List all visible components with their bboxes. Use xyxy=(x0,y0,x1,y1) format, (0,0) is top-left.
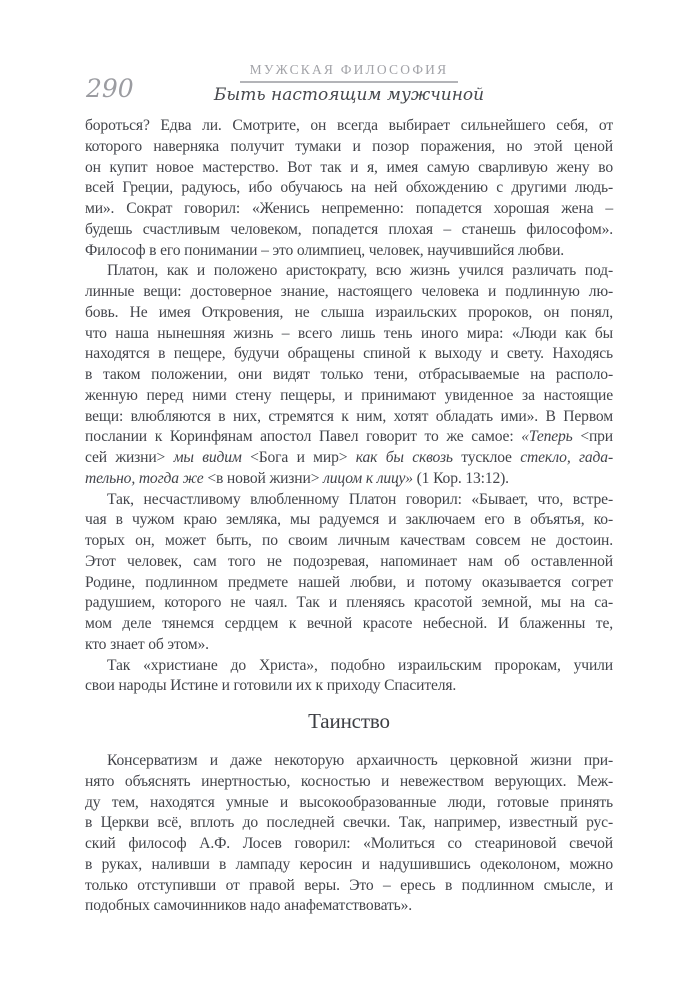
header-rule-divider xyxy=(240,81,458,83)
text-segment: Консерватизм и даже некоторую архаичность церковной жизни при- xyxy=(107,752,613,769)
text-segment: <Бога и мир> xyxy=(241,449,356,466)
paragraph xyxy=(85,751,613,917)
text-segment: вещи: влюбляются в них, стремятся к ним, хотят обладать ими». В Первом xyxy=(85,407,613,425)
text-line xyxy=(85,407,613,428)
text-segment: (1 Кор. 13:12). xyxy=(412,469,509,487)
italic-text-segment: как бы сквозь xyxy=(355,449,453,466)
text-line xyxy=(85,427,613,448)
page-body xyxy=(85,116,613,917)
text-line xyxy=(85,116,613,137)
text-line xyxy=(85,751,613,772)
text-line xyxy=(85,676,613,697)
text-segment: ми». Сократ говорил: «Женись непременно: попадется хорошая жена – xyxy=(85,200,613,217)
italic-text-segment: мы видим xyxy=(173,449,242,466)
text-line xyxy=(85,220,613,241)
text-line xyxy=(85,855,613,876)
text-line xyxy=(85,834,613,855)
book-subtitle: Быть настоящим мужчиной xyxy=(213,85,485,105)
text-segment: Родине, подлинном предмете нашей любви, и потому оказывается согрет xyxy=(85,573,613,591)
text-line xyxy=(85,793,613,814)
text-line xyxy=(85,896,613,917)
text-segment: всей Греции, радуюсь, ибо обучаюсь на ней обхождению с другими людь- xyxy=(85,179,613,197)
text-segment: женную перед ними стену пещеры, и принимают увиденное за настоящие xyxy=(85,386,613,404)
text-line xyxy=(85,448,613,469)
text-line xyxy=(85,573,613,594)
text-line xyxy=(85,158,613,179)
text-line xyxy=(85,178,613,199)
italic-text-segment: лицом к лицу» xyxy=(323,469,413,487)
text-line xyxy=(85,199,613,220)
text-line xyxy=(85,241,613,262)
text-line xyxy=(85,656,613,677)
text-segment: ду тем, находятся умные и высокообразованные люди, готовые принять xyxy=(85,793,613,811)
text-line xyxy=(85,614,613,635)
text-line xyxy=(85,324,613,345)
text-line xyxy=(85,552,613,573)
text-segment: Так, несчастливому влюбленному Платон говорил: «Бывает, что, встре- xyxy=(107,490,613,508)
text-segment: чая в чужом краю земляка, мы радуемся и заключаем его в объятья, ко- xyxy=(85,511,613,529)
text-line xyxy=(85,137,613,158)
text-line xyxy=(85,813,613,834)
paragraph xyxy=(85,490,613,656)
text-segment: мом деле тянемся сердцем к вечной красоте небесной. И блаженны те, xyxy=(85,615,613,632)
paragraph xyxy=(85,116,613,261)
text-segment: в Церкви всё, вплоть до последней свечки. Так, например, известный рус- xyxy=(85,814,613,832)
paragraph xyxy=(85,656,613,698)
text-segment: Платон, как и положено аристократу, всю жизнь учился различать под- xyxy=(107,262,613,280)
text-line xyxy=(85,303,613,324)
text-segment: только отступивши от правой веры. Это – ересь в подлинном смысле, и xyxy=(85,876,613,894)
running-header xyxy=(83,61,615,106)
text-line xyxy=(85,469,613,490)
text-segment: будешь счастливым человеком, попадется плохая – станешь философом». xyxy=(85,220,613,238)
text-segment: Философ в его понимании – это олимпиец, человек, научившийся любви. xyxy=(85,241,565,259)
text-segment: Так «христиане до Христа», подобно израильским пророкам, учили xyxy=(107,656,613,674)
text-segment: ский философ А.Ф. Лосев говорил: «Молиться со стеариновой свечой xyxy=(85,835,613,852)
text-segment: линные вещи: достоверное знание, настоящего человека и подлинную лю- xyxy=(85,283,613,300)
text-line xyxy=(85,635,613,656)
section-heading: Таинство xyxy=(308,709,390,733)
text-segment: <в новой жизни> xyxy=(203,469,324,487)
text-line xyxy=(85,386,613,407)
text-segment: в таком положении, они видят только тени, отбрасываемые на располо- xyxy=(85,366,613,383)
text-line xyxy=(85,344,613,365)
paragraph xyxy=(85,261,613,489)
text-line xyxy=(85,490,613,511)
text-line xyxy=(85,282,613,303)
text-segment: бороться? Едва ли. Смотрите, он всегда выбирает сильнейшего себя, от xyxy=(85,117,613,134)
italic-text-segment: стекло, гада- xyxy=(520,449,613,466)
text-segment: свои народы Истине и готовили их к приходу Спасителя. xyxy=(85,677,457,695)
text-segment: Этот человек, сам того не подозревая, напоминает нам об оставленной xyxy=(85,552,613,570)
text-line xyxy=(85,531,613,552)
text-segment: в руках, наливши в лампаду керосин и надушившись одеколоном, можно xyxy=(85,855,613,873)
italic-text-segment: тельно, тогда же xyxy=(85,469,204,487)
text-segment: которого наверняка получит тумаки и позор поражения, но этой ценой xyxy=(85,137,613,155)
page-number: 290 xyxy=(86,74,134,103)
text-line xyxy=(85,593,613,614)
text-segment: подобных самочинников надо анафематствовать». xyxy=(85,897,412,915)
text-segment: тусклое xyxy=(452,449,521,466)
text-line xyxy=(85,365,613,386)
series-title: МУЖСКАЯ ФИЛОСОФИЯ xyxy=(249,62,449,77)
text-segment: послании к Коринфянам апостол Павел говорит то же самое: xyxy=(85,428,522,446)
text-line xyxy=(85,510,613,531)
text-line xyxy=(85,772,613,793)
text-segment: торых он, может быть, по своим личным качествам совсем не достоин. xyxy=(85,532,613,549)
text-segment: радушием, которого не чаял. Так и пленяясь красотой земной, мы на са- xyxy=(85,594,613,612)
text-segment: бовь. Не имея Откровения, не слыша израильских пророков, он понял, xyxy=(85,303,613,321)
text-line xyxy=(85,261,613,282)
text-segment: что наша нынешняя жизнь – всего лишь тень иного мира: «Люди как бы xyxy=(85,324,613,342)
italic-text-segment: «Теперь xyxy=(521,428,573,446)
text-segment: <при xyxy=(572,428,613,446)
text-segment: он купит новое мастерство. Вот так и я, имея самую сварливую жену во xyxy=(85,158,613,176)
text-line xyxy=(85,876,613,897)
text-segment: сей жизни> xyxy=(85,449,174,466)
text-segment: находятся в пещере, будучи обращены спиной к выходу и свету. Находясь xyxy=(85,345,613,363)
text-segment: кто знает об этом». xyxy=(85,635,209,653)
text-segment: нято объяснять инертностью, косностью и невежеством верующих. Меж- xyxy=(85,772,613,790)
